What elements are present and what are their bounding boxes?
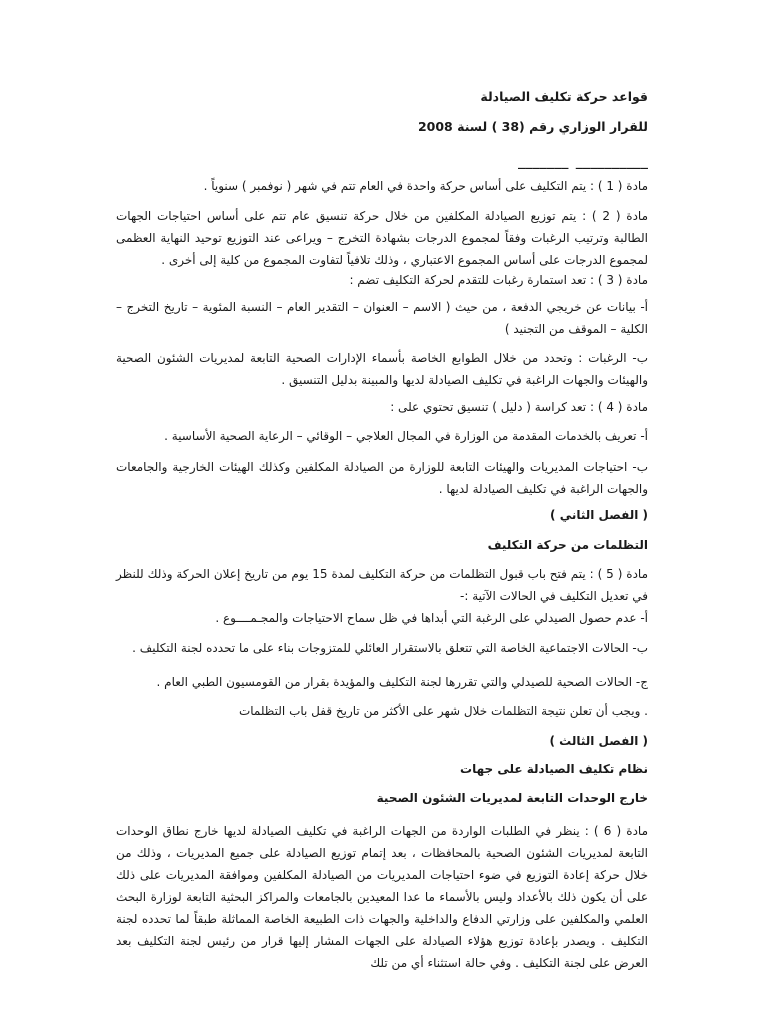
article-5-item-b: ب- الحالات الاجتماعية الخاصة التي تتعلق بالاستقرار العائلي للمتزوجات بناء على ما تحدده لجنة التكليف . (132, 641, 648, 655)
chapter-3-subheading: خارج الوحدات التابعة لمديريات الشئون الصحية (376, 791, 648, 805)
article-5-item-a: أ- عدم حصول الصيدلي على الرغبة التي أبداها في ظل سماح الاحتياجات والمجـمــــوع . (215, 611, 648, 625)
title-underline: _______ __________ (517, 155, 648, 169)
article-4-item-b: ب- احتياجات المديريات والهيئات التابعة للوزارة من الصيادلة المكلفين وكذلك الهيئات الخارجية والجامعات والجهات الراغبة في تكليف الصيادلة لديها . (116, 460, 648, 496)
article-6: مادة ( 6 ) : ينظر في الطلبات الواردة من الجهات الراغبة في تكليف الصيادلة لديها خارج نطاق الوحدات التابعة لمديريات الشئون الصحية بالمحافظات ، بعد إتمام توزيع الصيادلة على جميع المديريات ، وذلك من خلال حركة إعادة التوزيع في ضوء احتياجات المديريات من الصيادلة المكلفين وموافقة المديريات على ذلك على أن يكون ذلك بالأعداد وليس بالأسماء ما عدا المعيدين بالجامعات والمراكز البحثية التابعة لوزارة البحث العلمي والمكلفين على وزارتي الدفاع والداخلية والجهات ذات الطبيعة الخاصة المماثلة طبقاً لما تحدده لجنة التكليف . ويصدر بإعادة توزيع هؤلاء الصيادلة على الجهات المشار إليها قرار من رئيس لجنة التكليف بعد العرض على لجنة التكليف . وفي حالة استثناء أي من تلك (116, 824, 649, 970)
chapter-3-heading: نظام تكليف الصيادلة على جهات (460, 762, 648, 776)
article-3-item-a: أ- بيانات عن خريجي الدفعة ، من حيث ( الاسم – العنوان – التقدير العام – النسبة المئوية – تاريخ التخرج – الكلية – الموقف من التجنيد ) (116, 300, 648, 336)
article-2: مادة ( 2 ) : يتم توزيع الصيادلة المكلفين من خلال حركة تنسيق عام تتم على أساس احتياجات الجهات الطالبة وترتيب الرغبات وفقاً لمجموع الدرجات بشهادة التخرج – ويراعى عند التوزيع توحيد النهاية العظمى لمجموع الدرجات على أساس المجموع الاعتباري ، وذلك تلافياً لتفاوت المجموع من كلية إلى أخرى . (116, 209, 649, 267)
chapter-3-label: ( الفصل الثالث ) (549, 734, 648, 748)
decree-reference: للقرار الوزاري رقم (38 ) لسنة 2008 (417, 119, 648, 134)
article-5: مادة ( 5 ) : يتم فتح باب قبول التظلمات من حركة التكليف لمدة 15 يوم من تاريخ إعلان الحركة وذلك للنظر في تعديل التكليف في الحالات الآتية :- (116, 567, 649, 603)
article-4-item-a: أ- تعريف بالخدمات المقدمة من الوزارة في المجال العلاجي – الوقائي – الرعاية الصحية الأساسية . (164, 429, 648, 443)
article-4: مادة ( 4 ) : تعد كراسة ( دليل ) تنسيق تحتوي على : (390, 400, 648, 414)
article-3: مادة ( 3 ) : تعد استمارة رغبات للتقدم لحركة التكليف تضم : (349, 273, 648, 287)
document-title: قواعد حركة تكليف الصيادلة (480, 89, 648, 104)
article-5-note: . ويجب أن تعلن نتيجة التظلمات خلال شهر على الأكثر من تاريخ قفل باب التظلمات (238, 704, 648, 718)
article-5-item-c: ج- الحالات الصحية للصيدلي والتي تقررها لجنة التكليف والمؤيدة بقرار من القومسيون الطبي العام . (156, 675, 648, 689)
article-1: مادة ( 1 ) : يتم التكليف على أساس حركة واحدة في العام تتم في شهر ( نوفمبر ) سنوياً . (203, 179, 648, 193)
chapter-2-label: ( الفصل الثاني ) (550, 508, 648, 522)
chapter-2-heading: التظلمات من حركة التكليف (487, 538, 648, 552)
article-3-item-b: ب- الرغبات : وتحدد من خلال الطوابع الخاصة بأسماء الإدارات الصحية التابعة لمديريات الشئون الصحية والهيئات والجهات الراغبة في تكليف الصيادلة لديها والمبينة بدليل التنسيق . (116, 351, 648, 387)
